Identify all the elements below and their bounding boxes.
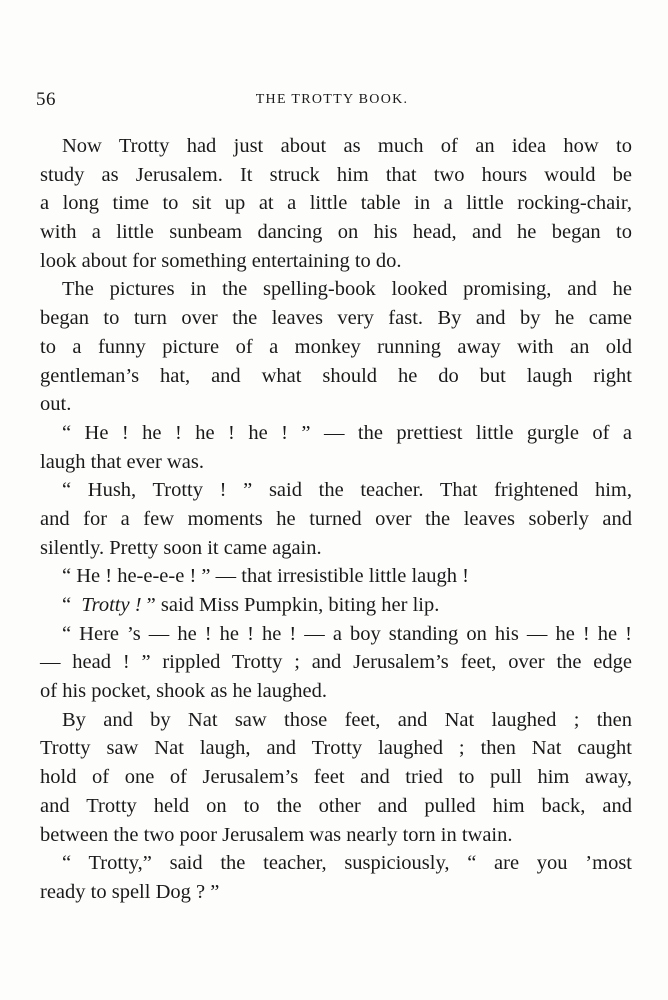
text-line: — head ! ” rippled Trotty ; and Jerusalem’s feet, over the edge xyxy=(40,651,632,674)
text-line: ready to spell Dog ? ” xyxy=(40,880,220,903)
text-line: “ He ! he ! he ! he ! ” — the prettiest little gurgle of a xyxy=(62,421,632,444)
body-text xyxy=(40,132,632,907)
text-line: The pictures in the spelling-book looked promising, and he xyxy=(62,278,632,301)
text-line: look about for something entertaining to do. xyxy=(40,249,402,272)
paragraph xyxy=(40,591,632,620)
paragraph xyxy=(40,706,632,849)
text-line: “ Hush, Trotty ! ” said the teacher. That frightened him, xyxy=(62,479,632,502)
page-number: 56 xyxy=(36,89,56,110)
text-line: “ Here ’s — he ! he ! he ! — a boy standing on his — he ! he ! xyxy=(62,622,632,645)
text-line xyxy=(40,591,632,620)
text-line: “ Trotty,” said the teacher, suspiciously, “ are you ’most xyxy=(62,852,632,875)
running-title: THE TROTTY BOOK. xyxy=(255,92,409,107)
text-line: laugh that ever was. xyxy=(40,450,204,473)
page-header xyxy=(36,89,628,113)
text-line: between the two poor Jerusalem was nearly torn in twain. xyxy=(40,823,513,846)
text-run: ” said Miss Pumpkin, biting her lip. xyxy=(141,594,440,616)
text-line: Now Trotty had just about as much of an idea how to xyxy=(62,135,632,157)
text-line: to a funny picture of a monkey running away with an old xyxy=(40,335,632,358)
paragraph xyxy=(40,620,632,706)
text-line: and for a few moments he turned over the leaves soberly and xyxy=(40,507,632,530)
text-line: silently. Pretty soon it came again. xyxy=(40,536,322,559)
text-line: of his pocket, shook as he laughed. xyxy=(40,680,327,703)
text-line: “ He ! he-e-e-e ! ” — that irresistible little laugh ! xyxy=(62,565,469,588)
text-line: study as Jerusalem. It struck him that two hours would be xyxy=(40,163,632,186)
text-line: a long time to sit up at a little table in a little rocking-chair, xyxy=(40,192,632,215)
paragraph xyxy=(40,562,632,591)
paragraph xyxy=(40,275,632,418)
text-line: Trotty saw Nat laugh, and Trotty laughed ; then Nat caught xyxy=(40,737,632,760)
text-line: gentleman’s hat, and what should he do but laugh right xyxy=(40,364,632,387)
paragraph xyxy=(40,419,632,476)
italic-exclamation: Trotty ! xyxy=(81,594,142,616)
text-line: By and by Nat saw those feet, and Nat laughed ; then xyxy=(62,708,632,731)
paragraph xyxy=(40,132,632,275)
text-line: began to turn over the leaves very fast. By and by he came xyxy=(40,307,632,330)
text-line: and Trotty held on to the other and pulled him back, and xyxy=(40,794,632,817)
text-line: hold of one of Jerusalem’s feet and tried to pull him away, xyxy=(40,766,632,789)
paragraph xyxy=(40,476,632,562)
text-line: out. xyxy=(40,393,72,416)
open-quote: “ xyxy=(62,594,72,616)
paragraph xyxy=(40,849,632,906)
text-line: with a little sunbeam dancing on his head, and he began to xyxy=(40,221,632,244)
